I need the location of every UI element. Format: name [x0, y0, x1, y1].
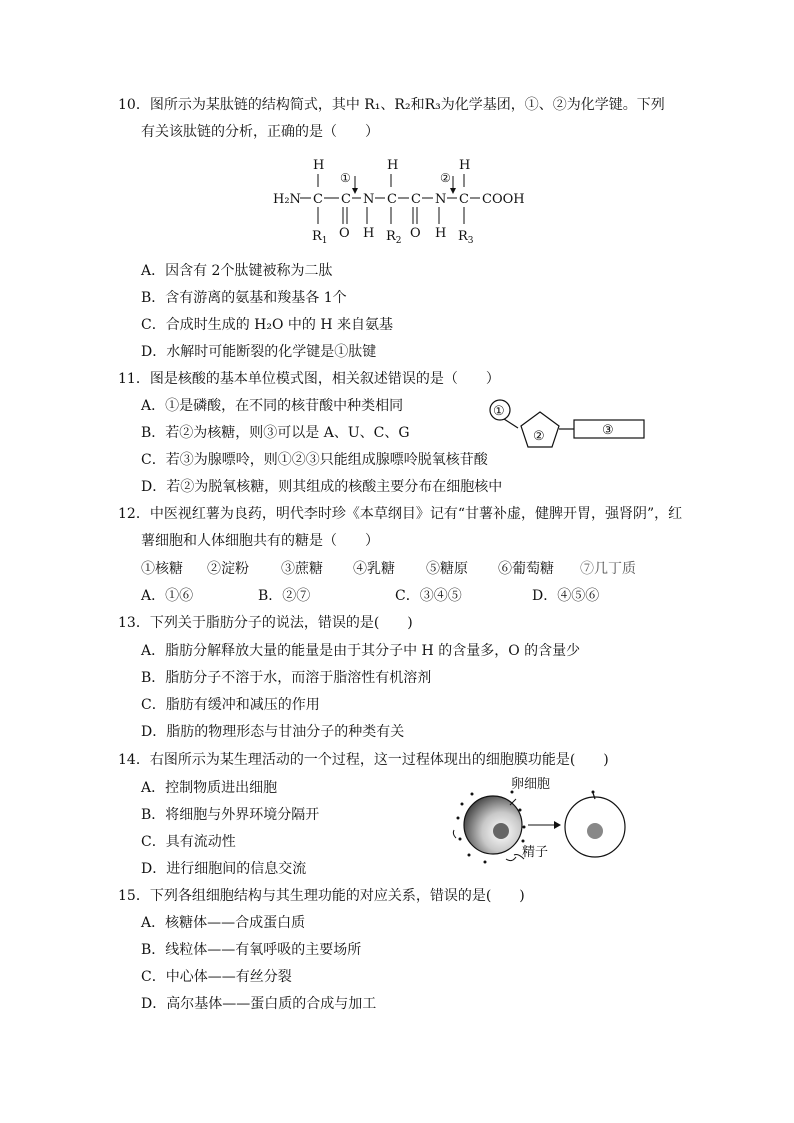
q12-stem-line1: 12．中医视红薯为良药，明代李时珍《本草纲目》记有“甘薯补虚，健脾开胃，强肾阴”，红 [118, 506, 683, 522]
q13-option-c[interactable]: C．脂肪有缓冲和减压的作用 [141, 697, 320, 713]
r3-group: $R_3$ [458, 229, 474, 246]
c-alpha-3: C [459, 192, 469, 207]
q13-option-a[interactable]: A．脂肪分解释放大量的能量是由于其分子中 H 的含量多，O 的含量少 [141, 643, 581, 659]
q15-option-c[interactable]: C．中心体——有丝分裂 [141, 969, 292, 985]
h-top-1: H [313, 158, 325, 173]
sugar-ribose: ①核糖 [141, 561, 183, 577]
nucleotide-diagram [488, 396, 648, 456]
c-alpha-1: C [313, 192, 323, 207]
q13-option-b[interactable]: B．脂肪分子不溶于水，而溶于脂溶性有机溶剂 [141, 670, 432, 686]
sugar-glycogen: ⑤糖原 [426, 561, 468, 577]
sugar-lactose: ④乳糖 [353, 561, 395, 577]
egg-cell-before [464, 796, 522, 854]
q11-option-c[interactable]: C．若③为腺嘌呤，则①②③只能组成腺嘌呤脱氧核苷酸 [141, 452, 488, 468]
h-amide-2: H [435, 226, 447, 241]
q12-option-b[interactable]: B．②⑦ [258, 588, 311, 604]
pentose-label: ② [533, 429, 545, 444]
q15-option-d[interactable]: D．高尔基体——蛋白质的合成与加工 [141, 996, 377, 1012]
q15-option-a[interactable]: A．核糖体——合成蛋白质 [141, 915, 306, 931]
h-top-2: H [387, 158, 399, 173]
egg-nucleus [493, 823, 509, 839]
egg-label: 卵细胞 [511, 777, 551, 792]
r2-group: $R_2$ [386, 229, 402, 246]
sugar-starch: ②淀粉 [207, 561, 249, 577]
q13-stem: 13．下列关于脂肪分子的说法，错误的是( ) [118, 615, 413, 631]
r1-group: $R_1$ [312, 229, 328, 246]
sugar-glucose: ⑥葡萄糖 [498, 561, 554, 577]
phosphate-label: ① [493, 404, 505, 419]
n-amide-1: N [363, 192, 375, 207]
q15-option-b[interactable]: B．线粒体——有氧呼吸的主要场所 [141, 942, 362, 958]
q10-option-b[interactable]: B．含有游离的氨基和羧基各 1个 [141, 290, 347, 306]
o-carbonyl-2: O [410, 226, 421, 241]
cooh-group: COOH [482, 192, 525, 207]
q10-option-c[interactable]: C．合成时生成的 H₂O 中的 H 来自氨基 [141, 317, 394, 333]
h-top-3: H [459, 158, 471, 173]
q10-stem-line2: 有关该肽链的分析，正确的是（ ） [141, 124, 379, 140]
q10-option-a[interactable]: A．因含有 2个肽键被称为二肽 [141, 263, 333, 279]
q12-option-d[interactable]: D．④⑤⑥ [532, 588, 600, 604]
o-carbonyl-1: O [339, 226, 350, 241]
zygote-nucleus [587, 823, 603, 839]
q15-stem: 15．下列各组细胞结构与其生理功能的对应关系，错误的是( ) [118, 888, 525, 904]
sperm-label: 精子 [522, 845, 549, 860]
sugar-sucrose: ③蔗糖 [281, 561, 323, 577]
q13-option-d[interactable]: D．脂肪的物理形态与甘油分子的种类有关 [141, 724, 405, 740]
c-alpha-2: C [387, 192, 397, 207]
bond-1-label: ① [340, 171, 351, 185]
peptide-structure-diagram [268, 152, 538, 247]
q11-option-d[interactable]: D．若②为脱氧核糖，则其组成的核酸主要分布在细胞核中 [141, 479, 503, 495]
q14-option-c[interactable]: C．具有流动性 [141, 834, 236, 850]
fertilization-diagram [448, 775, 648, 870]
sugar-chitin: ⑦几丁质 [580, 561, 636, 577]
base-label: ③ [602, 423, 614, 438]
q10-stem-line1: 10．图所示为某肽链的结构简式，其中 R₁、R₂和R₃为化学基团，①、②为化学键。下列 [118, 97, 665, 113]
bond-2-label: ② [440, 171, 451, 185]
q11-option-b[interactable]: B．若②为核糖，则③可以是 A、U、C、G [141, 425, 410, 441]
q14-option-d[interactable]: D．进行细胞间的信息交流 [141, 861, 307, 877]
q11-option-a[interactable]: A．①是磷酸，在不同的核苷酸中种类相同 [141, 398, 404, 414]
q10-option-d[interactable]: D．水解时可能断裂的化学键是①肽键 [141, 344, 377, 360]
q14-option-b[interactable]: B．将细胞与外界环境分隔开 [141, 807, 320, 823]
n-amide-2: N [435, 192, 447, 207]
c-carbonyl-2: C [411, 192, 421, 207]
h2n-group: H₂N [273, 192, 301, 207]
q14-stem: 14．右图所示为某生理活动的一个过程，这一过程体现出的细胞膜功能是( ) [118, 752, 609, 768]
q12-option-c[interactable]: C．③④⑤ [395, 588, 462, 604]
q11-stem: 11．图是核酸的基本单位模式图，相关叙述错误的是（ ） [118, 371, 500, 387]
c-carbonyl-1: C [341, 192, 351, 207]
q14-option-a[interactable]: A．控制物质进出细胞 [141, 780, 278, 796]
h-amide-1: H [363, 226, 375, 241]
q12-option-a[interactable]: A．①⑥ [141, 588, 194, 604]
q12-stem-line2: 薯细胞和人体细胞共有的糖是（ ） [141, 533, 379, 549]
